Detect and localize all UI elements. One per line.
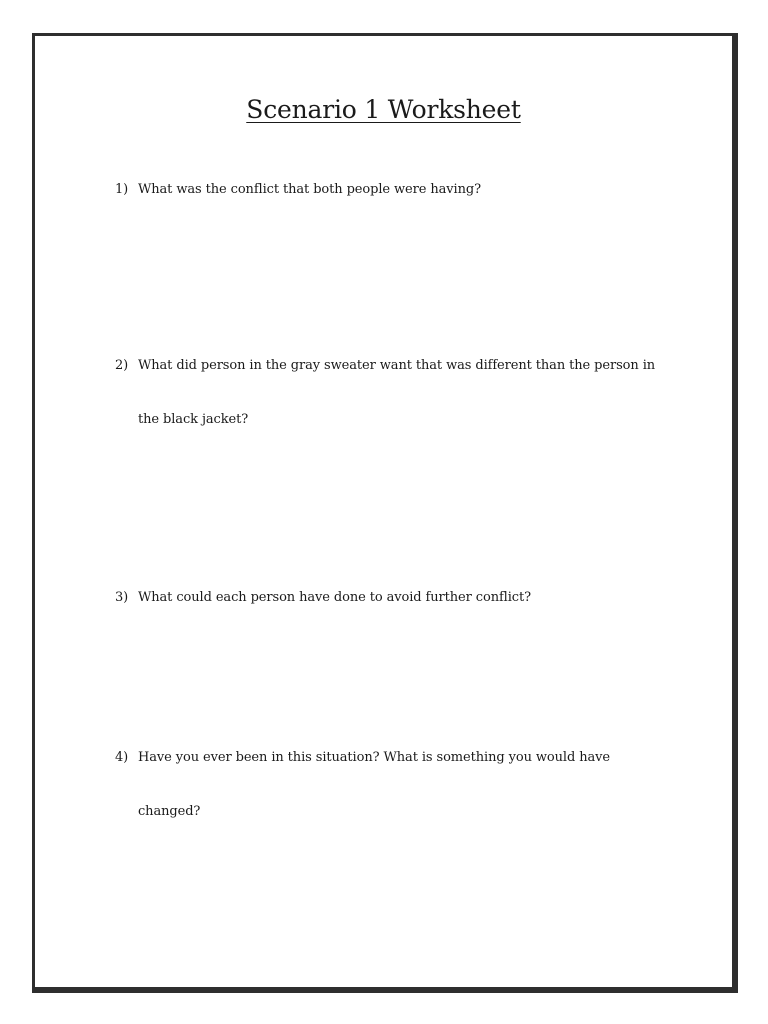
question-number: 3): [115, 590, 129, 605]
worksheet-page: [32, 33, 738, 993]
question-number: 4): [115, 750, 129, 765]
question-text-continued: changed?: [138, 804, 201, 819]
question-number: 1): [115, 182, 129, 197]
question-text: What was the conflict that both people were having?: [138, 182, 481, 197]
question-text: What did person in the gray sweater want that was different than the person in: [138, 358, 656, 373]
question-text: What could each person have done to avoid further conflict?: [138, 590, 531, 605]
question-number: 2): [115, 358, 129, 373]
question-text: Have you ever been in this situation? What is something you would have: [138, 750, 610, 765]
question-text-continued: the black jacket?: [138, 412, 249, 427]
page-title: Scenario 1 Worksheet: [246, 95, 521, 124]
